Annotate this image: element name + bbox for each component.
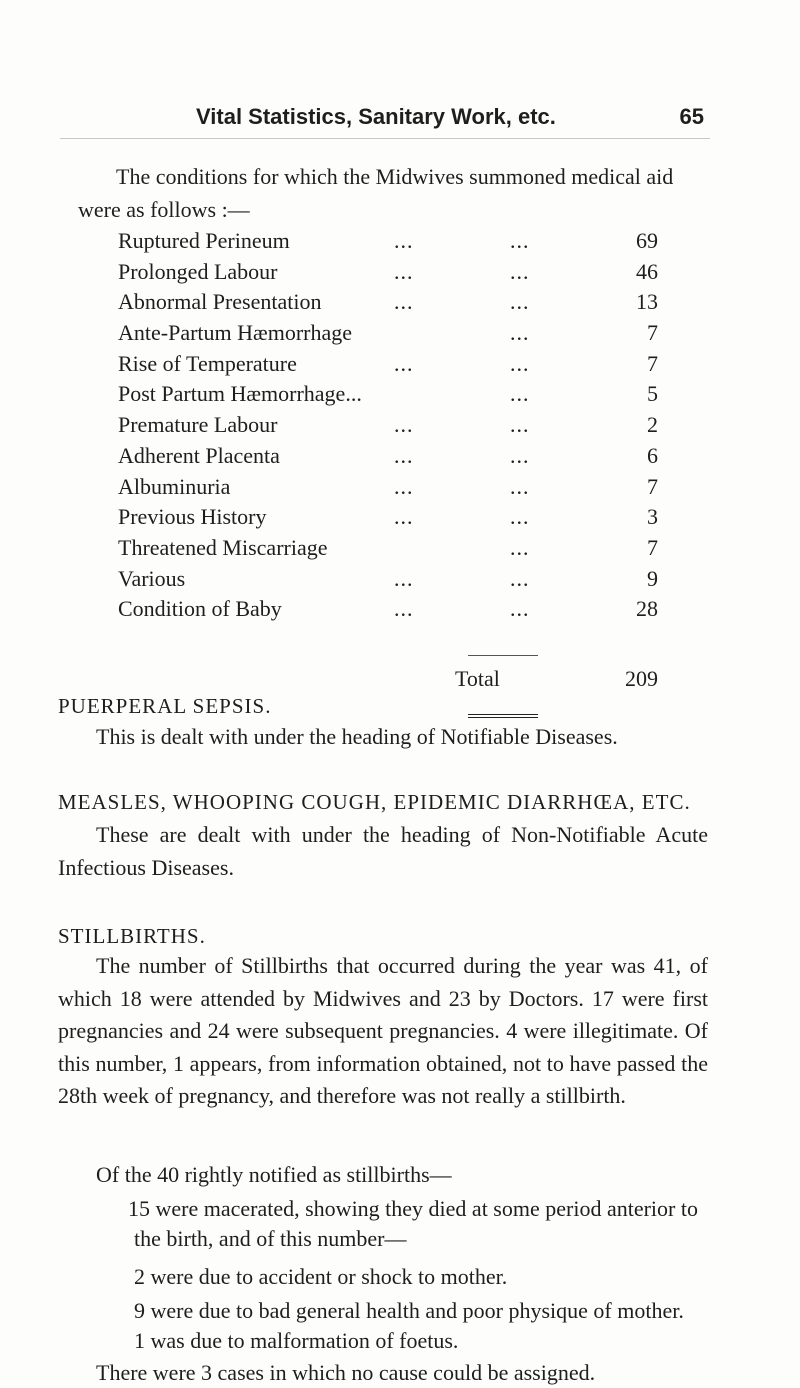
stillbirths-paragraph: The number of Stillbirths that occurred during the year was 41, of which 18 were attended by Midwives and 23 by Doctors. 17 were first pregnancies and 24 were subsequent pregnancies. 4 were illegitimate. Of this number, 1 appears, from information obtained, not to have passed the 28th week of pregnancy, and therefore was not really a stillbirth. [58, 953, 708, 1108]
leader-dots: ... [394, 442, 414, 468]
table-row [118, 257, 658, 288]
table-row [118, 564, 658, 595]
heading-puerperal-sepsis: PUERPERAL SEPSIS. [58, 694, 272, 718]
list-item: 9 were due to bad general health and poor physique of mother. [134, 1298, 684, 1323]
double-rule [468, 714, 538, 718]
leader-dots: ... [510, 442, 530, 468]
table-row [118, 379, 658, 410]
condition-label: Various [118, 565, 186, 591]
intro-paragraph: The conditions for which the Midwives summoned medical aid were as follows :— [78, 164, 674, 222]
leader-dots: ... [510, 350, 530, 376]
leader-dots: ... [510, 565, 530, 591]
table-row [118, 441, 658, 472]
leader-dots: ... [510, 228, 530, 253]
leader-dots: ... [394, 289, 414, 315]
table-row [118, 410, 658, 441]
condition-label: Adherent Placenta [118, 442, 280, 468]
list-item: 2 were due to accident or shock to mother. [134, 1264, 508, 1289]
closing-paragraph: There were 3 cases in which no cause could be assigned. [96, 1360, 596, 1385]
condition-count: 13 [636, 289, 658, 315]
condition-count: 6 [647, 442, 658, 468]
condition-label: Threatened Miscarriage [118, 534, 328, 560]
table-row [118, 472, 658, 503]
leader-dots: ... [394, 596, 414, 622]
condition-count: 7 [647, 473, 658, 499]
header-rule [60, 138, 710, 139]
condition-count: 7 [647, 534, 658, 560]
condition-label: Abnormal Presentation [118, 289, 322, 315]
leader-dots: ... [510, 258, 530, 284]
table-row [118, 533, 658, 564]
condition-count: 46 [636, 258, 658, 284]
leader-dots: ... [510, 596, 530, 622]
table-row [118, 594, 658, 625]
condition-label: Premature Labour [118, 412, 278, 438]
medical-aid-table [118, 226, 658, 625]
total-value: 209 [625, 666, 658, 691]
condition-count: 9 [647, 565, 658, 591]
header-title: Vital Statistics, Sanitary Work, etc. [196, 104, 556, 129]
table-row [118, 502, 658, 533]
page-number: 65 [679, 104, 704, 129]
condition-label: Rise of Temperature [118, 350, 297, 376]
condition-label: Ruptured Perineum [118, 228, 290, 253]
condition-label: Albuminuria [118, 473, 231, 499]
leader-dots: ... [510, 412, 530, 438]
leader-dots: ... [394, 412, 414, 438]
leader-dots: ... [510, 289, 530, 315]
leader-dots: ... [394, 565, 414, 591]
condition-label: Ante-Partum Hæmorrhage [118, 320, 352, 346]
condition-label: Post Partum Hæmorrhage... [118, 381, 362, 407]
condition-label: Condition of Baby [118, 596, 282, 622]
table-row [118, 287, 658, 318]
table-row [118, 318, 658, 349]
leader-dots: ... [510, 381, 530, 407]
heading-measles: MEASLES, WHOOPING COUGH, EPIDEMIC DIARRHŒA, ETC. [58, 790, 691, 814]
condition-label: Previous History [118, 504, 267, 530]
leader-dots: ... [510, 504, 530, 530]
leader-dots: ... [510, 320, 530, 346]
sum-line [468, 655, 538, 656]
leader-dots: ... [394, 350, 414, 376]
total-label: Total [455, 666, 500, 691]
condition-count: 7 [647, 320, 658, 346]
condition-count: 7 [647, 350, 658, 376]
list-item: 1 was due to malformation of foetus. [134, 1328, 459, 1353]
stillbirths-lead: Of the 40 rightly notified as stillbirths— [96, 1162, 452, 1187]
leader-dots: ... [394, 504, 414, 530]
heading-stillbirths: STILLBIRTHS. [58, 924, 206, 948]
condition-count: 2 [647, 412, 658, 438]
leader-dots: ... [394, 473, 414, 499]
condition-count: 69 [636, 228, 658, 253]
measles-paragraph: These are dealt with under the heading of Non-Notifiable Acute Infectious Diseases. [58, 822, 708, 880]
leader-dots: ... [394, 228, 414, 253]
table-row [118, 226, 658, 257]
condition-count: 3 [647, 504, 658, 530]
condition-label: Prolonged Labour [118, 258, 278, 284]
condition-count: 28 [636, 596, 658, 622]
list-item: 15 were macerated, showing they died at some period anterior to the birth, and of this number— [128, 1196, 698, 1251]
leader-dots: ... [510, 534, 530, 560]
condition-count: 5 [647, 381, 658, 407]
leader-dots: ... [394, 258, 414, 284]
table-row [118, 349, 658, 380]
running-header [0, 104, 800, 134]
puerperal-paragraph: This is dealt with under the heading of Notifiable Diseases. [96, 724, 618, 749]
leader-dots: ... [510, 473, 530, 499]
